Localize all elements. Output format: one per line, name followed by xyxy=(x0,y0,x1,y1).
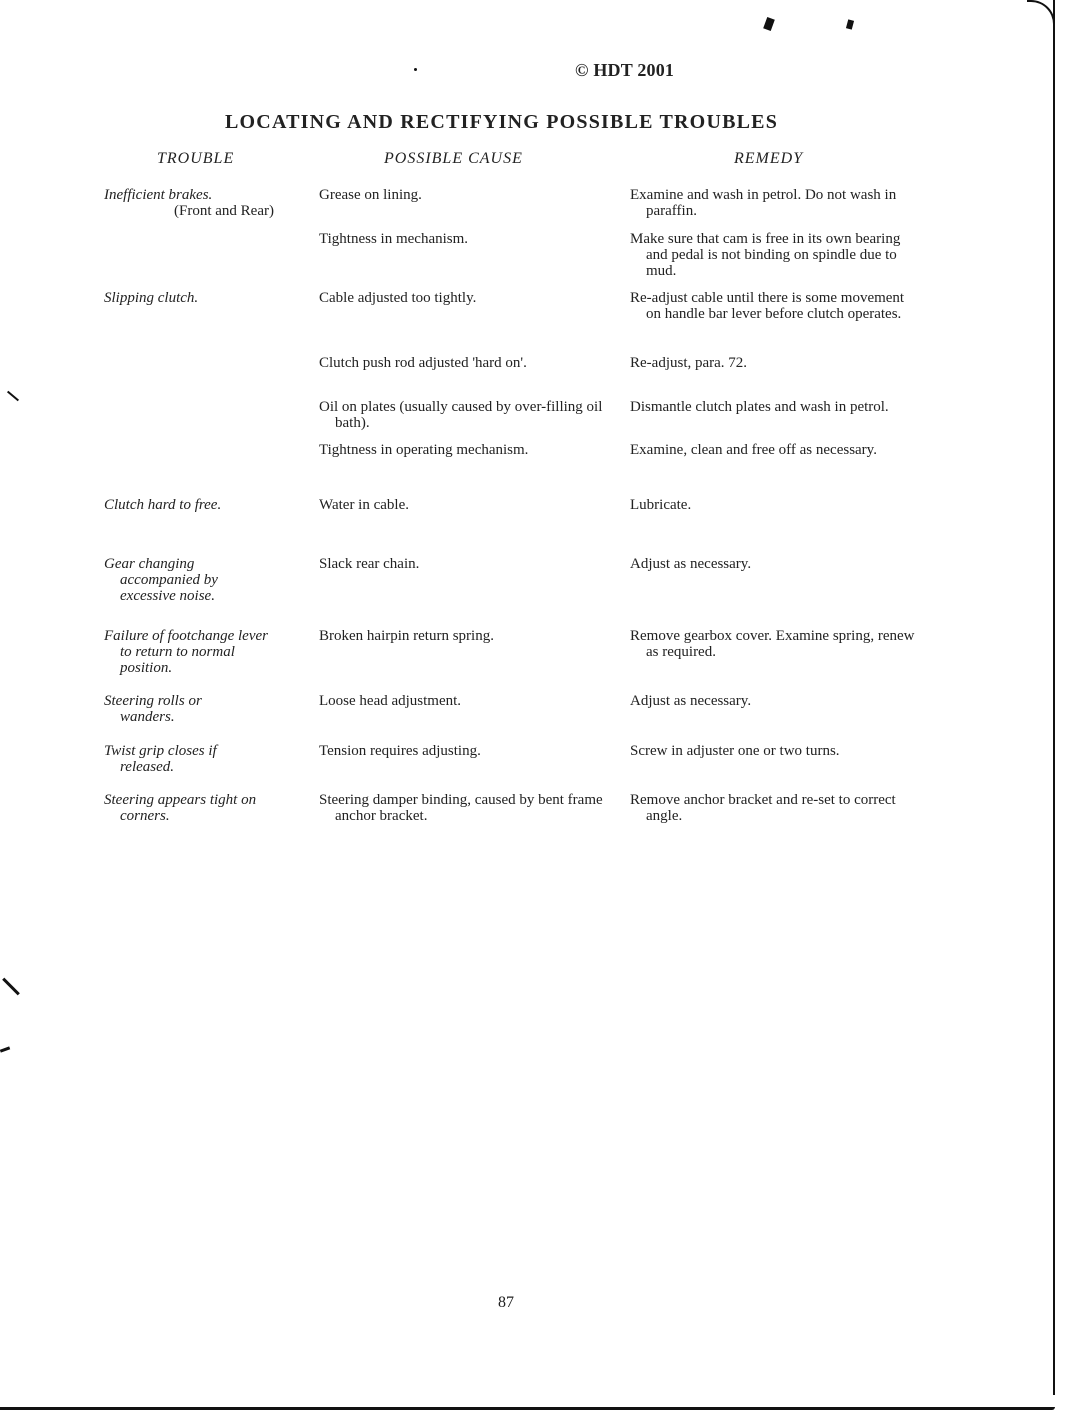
trouble-text: Failure of footchange lever to return to normal position. xyxy=(104,628,268,676)
trouble-text: Steering appears tight on corners. xyxy=(104,792,257,824)
cause-text: Grease on lining. xyxy=(319,187,422,203)
remedy-text: Screw in adjuster one or two turns. xyxy=(630,743,840,759)
cause-cell xyxy=(319,556,609,572)
cause-text: Cable adjusted too tightly. xyxy=(319,290,477,306)
cause-cell xyxy=(319,399,609,431)
remedy-cell xyxy=(630,792,920,824)
trouble-text: Clutch hard to free. xyxy=(104,497,222,513)
scan-speck xyxy=(846,19,854,29)
trouble-cell xyxy=(104,290,304,306)
trouble-text: Twist grip closes if released. xyxy=(104,743,217,775)
trouble-text: Inefficient brakes. xyxy=(104,187,213,203)
page-edge-corner xyxy=(1027,0,1055,28)
remedy-cell xyxy=(630,231,920,279)
scan-speck xyxy=(2,978,20,996)
remedy-text: Make sure that cam is free in its own bearing and pedal is not binding on spindle due to mud. xyxy=(630,231,901,279)
remedy-cell xyxy=(630,187,920,219)
cause-cell xyxy=(319,693,609,709)
copyright-notice: © HDT 2001 xyxy=(575,60,675,80)
trouble-cell xyxy=(104,187,304,219)
page-edge-right xyxy=(1053,0,1055,1395)
remedy-cell xyxy=(630,399,920,415)
column-header-trouble: TROUBLE xyxy=(157,150,235,167)
trouble-cell xyxy=(104,497,304,513)
trouble-text: Steering rolls or wanders. xyxy=(104,693,202,725)
remedy-cell xyxy=(630,693,920,709)
cause-cell xyxy=(319,442,609,458)
remedy-cell xyxy=(630,442,920,458)
remedy-text: Lubricate. xyxy=(630,497,692,513)
remedy-text: Remove anchor bracket and re-set to correct angle. xyxy=(630,792,896,824)
cause-cell xyxy=(319,290,609,306)
trouble-cell xyxy=(104,743,264,775)
remedy-text: Re-adjust, para. 72. xyxy=(630,355,748,371)
trouble-text: Gear changing accompanied by excessive noise. xyxy=(104,556,218,604)
remedy-text: Examine, clean and free off as necessary. xyxy=(630,442,877,458)
remedy-cell xyxy=(630,497,920,513)
cause-text: Oil on plates (usually caused by over-filling oil bath). xyxy=(319,399,603,431)
scan-speck xyxy=(414,68,417,71)
cause-cell xyxy=(319,497,609,513)
cause-cell xyxy=(319,743,609,759)
cause-cell xyxy=(319,628,609,644)
remedy-text: Adjust as necessary. xyxy=(630,556,752,572)
remedy-text: Dismantle clutch plates and wash in petrol. xyxy=(630,399,889,415)
cause-text: Broken hairpin return spring. xyxy=(319,628,494,644)
column-header-cause: POSSIBLE CAUSE xyxy=(384,150,523,167)
trouble-cell xyxy=(104,628,274,676)
trouble-cell xyxy=(104,792,274,824)
trouble-cell xyxy=(104,556,254,604)
cause-text: Clutch push rod adjusted 'hard on'. xyxy=(319,355,527,371)
cause-cell xyxy=(319,355,609,371)
remedy-cell xyxy=(630,355,920,371)
remedy-cell xyxy=(630,290,920,322)
cause-text: Tension requires adjusting. xyxy=(319,743,481,759)
trouble-subtext: (Front and Rear) xyxy=(174,203,274,219)
cause-text: Slack rear chain. xyxy=(319,556,420,572)
remedy-text: Examine and wash in petrol. Do not wash in paraffin. xyxy=(630,187,897,219)
cause-text: Tightness in mechanism. xyxy=(319,231,469,247)
cause-cell xyxy=(319,792,609,824)
scan-speck xyxy=(0,1046,10,1052)
cause-text: Water in cable. xyxy=(319,497,409,513)
page-number: 87 xyxy=(498,1294,514,1311)
trouble-cell xyxy=(104,693,244,725)
cause-text: Steering damper binding, caused by bent frame anchor bracket. xyxy=(319,792,603,824)
remedy-cell xyxy=(630,743,920,759)
cause-text: Loose head adjustment. xyxy=(319,693,462,709)
page-title: LOCATING AND RECTIFYING POSSIBLE TROUBLES xyxy=(225,111,779,133)
remedy-text: Adjust as necessary. xyxy=(630,693,752,709)
remedy-cell xyxy=(630,556,920,572)
cause-cell xyxy=(319,231,609,247)
column-header-remedy: REMEDY xyxy=(734,150,804,167)
remedy-text: Remove gearbox cover. Examine spring, renew as required. xyxy=(630,628,915,660)
scan-speck xyxy=(7,391,19,402)
scan-speck xyxy=(763,17,775,31)
page-edge-bottom xyxy=(0,1407,1055,1410)
trouble-text: Slipping clutch. xyxy=(104,290,199,306)
remedy-cell xyxy=(630,628,920,660)
cause-text: Tightness in operating mechanism. xyxy=(319,442,529,458)
cause-cell xyxy=(319,187,609,203)
remedy-text: Re-adjust cable until there is some movement on handle bar lever before clutch operates. xyxy=(630,290,905,322)
